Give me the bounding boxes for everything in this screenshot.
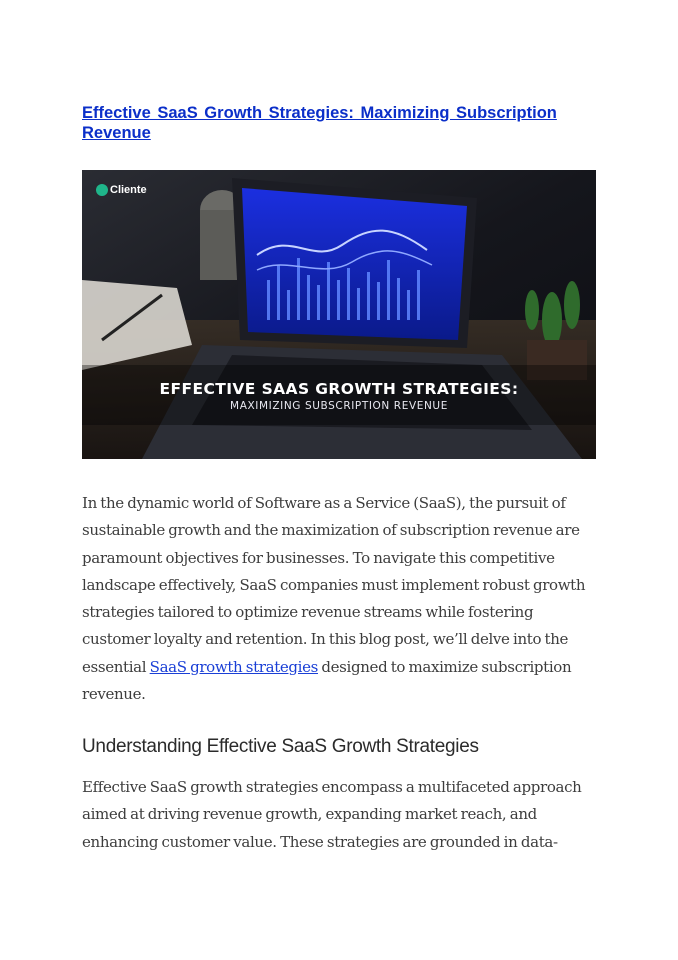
article-title-link[interactable]: Effective SaaS Growth Strategies: Maximizing Subscription Revenue — [82, 104, 557, 142]
brand-logo-icon — [96, 184, 108, 196]
intro-text-before-link: In the dynamic world of Software as a Service (SaaS), the pursuit of sustainable growth and the maximization of subscription revenue are paramount objectives for businesses. To navigate this competitive landscape effectively, SaaS companies must implement robust growth strategies tailored to optimize revenue streams while fostering customer loyalty and retention. In this blog post, we’ll delve into the essential — [82, 494, 586, 676]
hero-illustration — [82, 170, 596, 459]
brand-logo-text: Cliente — [110, 184, 147, 196]
hero-headline: EFFECTIVE SAAS GROWTH STRATEGIES: — [159, 380, 519, 398]
intro-text-after-link: designed to maximize subscription revenue. — [82, 657, 572, 704]
section-paragraph: Effective SaaS growth strategies encompass a multifaceted approach aimed at driving revenue growth, expanding market reach, and enhancing customer value. These strategies are grounded in data- — [82, 778, 582, 851]
section-heading: Understanding Effective SaaS Growth Strategies — [82, 736, 479, 757]
hero-image — [82, 170, 596, 459]
intro-paragraph — [82, 490, 602, 708]
saas-growth-strategies-link[interactable]: SaaS growth strategies — [149, 657, 318, 676]
hero-subheadline: MAXIMIZING SUBSCRIPTION REVENUE — [230, 400, 448, 412]
